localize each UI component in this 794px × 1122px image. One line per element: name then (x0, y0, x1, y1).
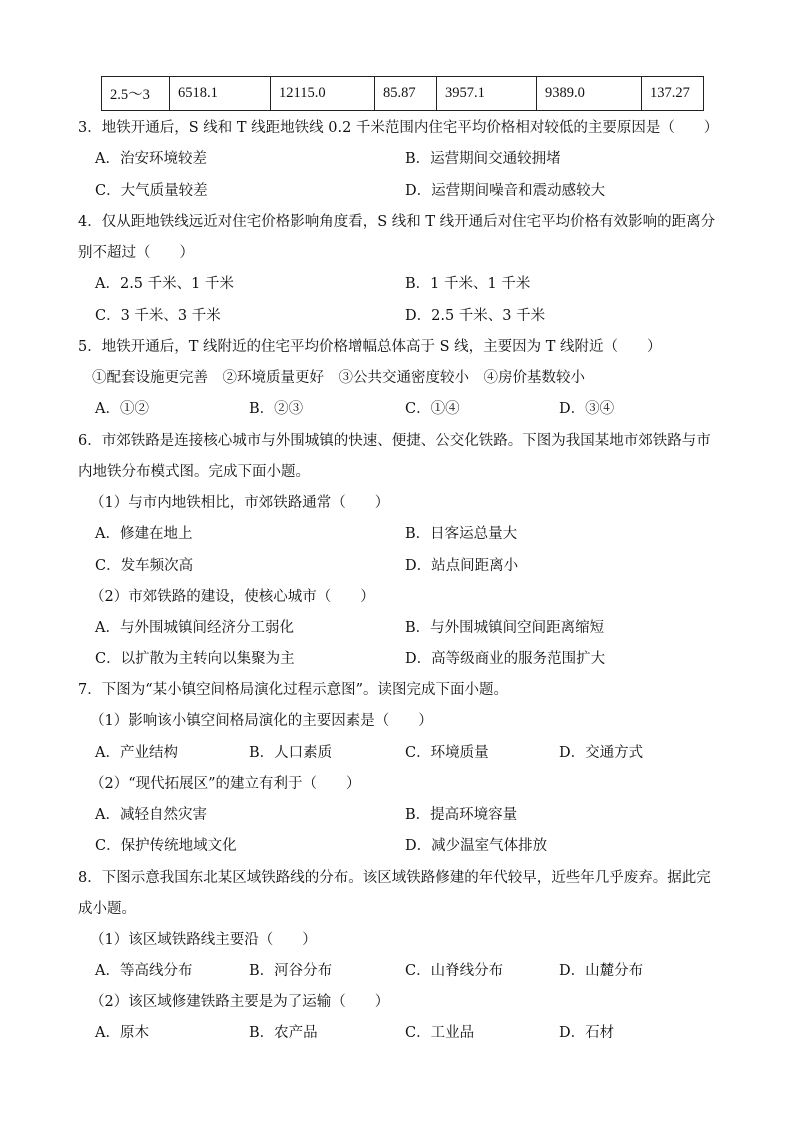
question-5-items: ①配套设施更完善 ②环境质量更好 ③公共交通密度较小 ④房价基数较小 (92, 370, 585, 386)
q8-2-option-c: C．工业品 (405, 1025, 475, 1041)
table-cell: 6518.1 (170, 77, 271, 111)
q6-2-option-c: C．以扩散为主转向以集聚为主 (95, 651, 295, 667)
q8-2-option-d: D．石材 (559, 1025, 615, 1041)
q5-option-c: C．①④ (405, 401, 460, 417)
q4-option-c: C．3 千米、3 千米 (95, 308, 221, 324)
q7-2-option-c: C．保护传统地域文化 (95, 838, 237, 854)
q3-option-a: A．治安环境较差 (95, 151, 207, 167)
table-row (102, 77, 704, 111)
q4-option-b: B．1 千米、1 千米 (405, 276, 531, 292)
question-8-stem-cont: 成小题。 (78, 901, 136, 917)
q7-1-option-c: C．环境质量 (405, 745, 489, 761)
question-8-sub-2: （2）该区域修建铁路主要是为了运输（ ） (90, 994, 390, 1010)
q7-1-option-b: B．人口素质 (249, 745, 333, 761)
q6-2-option-b: B．与外围城镇间空间距离缩短 (405, 620, 605, 636)
q3-option-c: C．大气质量较差 (95, 183, 208, 199)
q6-1-option-c: C．发车频次高 (95, 558, 194, 574)
q8-1-option-d: D．山麓分布 (559, 963, 644, 979)
table-cell: 12115.0 (271, 77, 375, 111)
q5-option-a: A．①② (95, 401, 149, 417)
q6-1-option-b: B．日客运总量大 (405, 526, 518, 542)
question-8-stem: 8．下图示意我国东北某区域铁路线的分布。该区域铁路修建的年代较早，近些年几乎废弃。据此完 (78, 870, 711, 886)
q8-2-option-b: B．农产品 (249, 1025, 318, 1041)
question-7-sub-2: （2）“现代拓展区”的建立有利于（ ） (90, 776, 361, 792)
question-4-stem: 4．仅从距地铁线远近对住宅价格影响角度看，S 线和 T 线开通后对住宅平均价格有效影响的距离分 (78, 214, 716, 230)
q7-2-option-b: B．提高环境容量 (405, 807, 518, 823)
q5-option-b: B．②③ (249, 401, 304, 417)
q3-option-d: D．运营期间噪音和震动感较大 (405, 183, 606, 199)
q4-option-d: D．2.5 千米、3 千米 (405, 308, 546, 324)
q8-1-option-b: B．河谷分布 (249, 963, 333, 979)
q6-2-option-d: D．高等级商业的服务范围扩大 (405, 651, 606, 667)
q7-2-option-d: D．减少温室气体排放 (405, 838, 548, 854)
q8-2-option-a: A．原木 (95, 1025, 149, 1041)
question-7-stem: 7．下图为“某小镇空间格局演化过程示意图”。读图完成下面小题。 (78, 682, 509, 698)
table-cell: 85.87 (375, 77, 437, 111)
table-cell: 3957.1 (437, 77, 537, 111)
question-6-sub-1: （1）与市内地铁相比，市郊铁路通常（ ） (90, 495, 390, 511)
q7-1-option-d: D．交通方式 (559, 745, 644, 761)
q6-1-option-a: A．修建在地上 (95, 526, 193, 542)
question-6-sub-2: （2）市郊铁路的建设，使核心城市（ ） (90, 589, 375, 605)
table-cell: 137.27 (642, 77, 704, 111)
question-7-sub-1: （1）影响该小镇空间格局演化的主要因素是（ ） (90, 713, 433, 729)
question-4-stem-cont: 别不超过（ ） (78, 245, 194, 261)
q7-1-option-a: A．产业结构 (95, 745, 178, 761)
q8-1-option-c: C．山脊线分布 (405, 963, 504, 979)
q8-1-option-a: A．等高线分布 (95, 963, 193, 979)
q6-2-option-a: A．与外围城镇间经济分工弱化 (95, 620, 294, 636)
q4-option-a: A．2.5 千米、1 千米 (95, 276, 234, 292)
question-5-stem: 5．地铁开通后，T 线附近的住宅平均价格增幅总体高于 S 线，主要因为 T 线附近（ ） (78, 339, 662, 355)
q6-1-option-d: D．站点间距离小 (405, 558, 519, 574)
question-3-stem: 3．地铁开通后，S 线和 T 线距地铁线 0.2 千米范围内住宅平均价格相对较低的主要原因是（ ） (78, 120, 719, 136)
q3-option-b: B．运营期间交通较拥堵 (405, 151, 561, 167)
table-cell: 9389.0 (537, 77, 642, 111)
table-cell: 2.5～3 (102, 77, 170, 111)
q5-option-d: D．③④ (559, 401, 615, 417)
q7-2-option-a: A．减轻自然灾害 (95, 807, 207, 823)
question-6-stem-cont: 内地铁分布模式图。完成下面小题。 (78, 464, 310, 480)
question-8-sub-1: （1）该区域铁路线主要沿（ ） (90, 932, 317, 948)
question-6-stem: 6．市郊铁路是连接核心城市与外围城镇的快速、便捷、公交化铁路。下图为我国某地市郊铁路与市 (78, 433, 711, 449)
data-table (101, 76, 704, 111)
